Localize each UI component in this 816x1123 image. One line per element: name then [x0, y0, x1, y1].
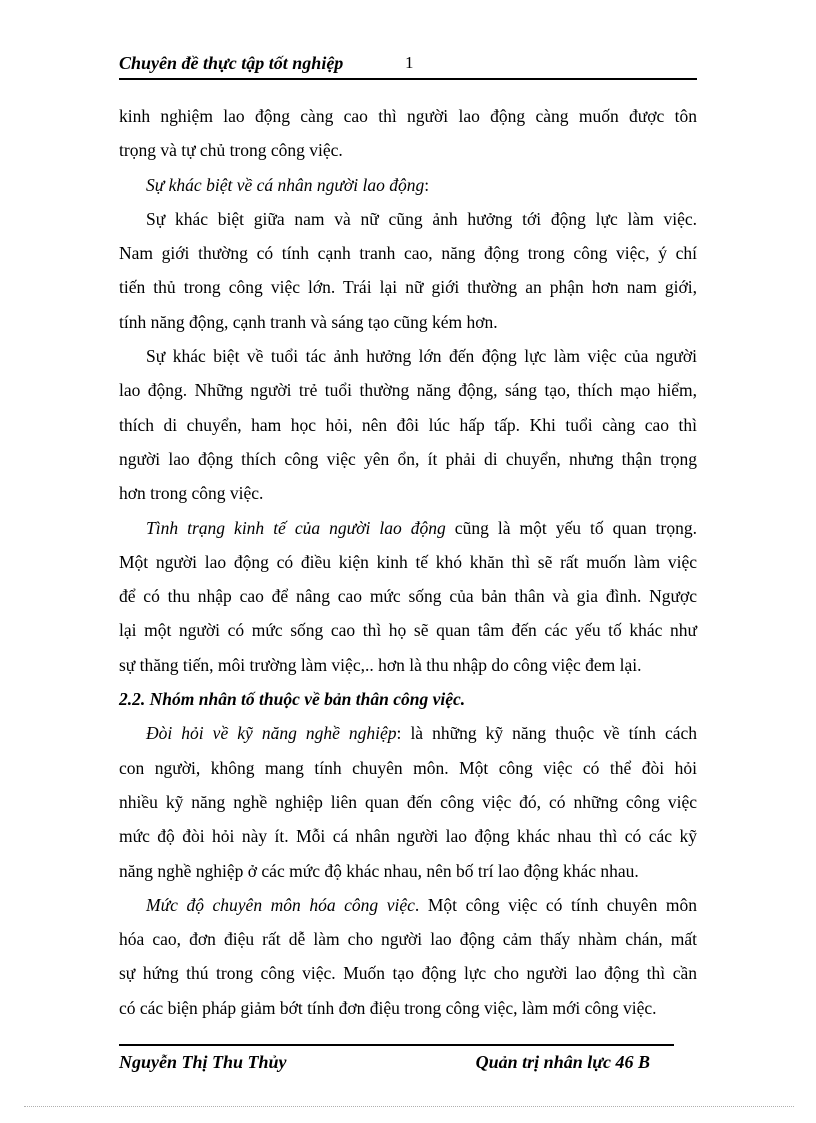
text-line: có các biện pháp giảm bớt tính đơn điệu trong công việc, làm mới công việc.	[119, 997, 657, 1018]
text-line: trọng và tự chủ trong công việc.	[119, 140, 343, 161]
text-line: để có thu nhập cao để nâng cao mức sống của bản thân và gia đình. Ngược	[119, 586, 697, 607]
text-line: tiến thủ trong công việc lớn. Trái lại nữ giới thường an phận hơn nam giới,	[119, 277, 697, 298]
italic-phrase: Tình trạng kinh tế của người lao động	[146, 517, 446, 538]
page-number: 1	[405, 53, 414, 72]
text-line: Sự khác biệt về cá nhân người lao động:	[146, 174, 430, 195]
text-line: lao động. Những người trẻ tuổi thường năng động, sáng tạo, thích mạo hiểm,	[119, 380, 697, 401]
text-line: tính năng động, cạnh tranh và sáng tạo cũng kém hơn.	[119, 311, 498, 332]
text-line	[119, 511, 697, 545]
body-text	[119, 99, 697, 1025]
italic-phrase: Mức độ chuyên môn hóa công việc	[146, 894, 415, 915]
italic-phrase: Sự khác biệt về cá nhân người lao động	[146, 174, 425, 195]
text-line: người lao động thích công việc yên ổn, ít phải di chuyển, nhưng thận trọng	[119, 448, 697, 469]
page-header	[119, 50, 697, 80]
text-fragment: : là những kỹ năng thuộc về tính cách	[396, 723, 697, 744]
text-line: Nam giới thường có tính cạnh tranh cao, năng động trong công việc, ý chí	[119, 243, 697, 264]
text-line: Sự khác biệt giữa nam và nữ cũng ảnh hưởng tới động lực làm việc.	[146, 208, 697, 229]
page-footer	[119, 1044, 674, 1072]
text-line: hóa cao, đơn điệu rất dễ làm cho người lao động cảm thấy nhàm chán, mất	[119, 929, 697, 950]
text-line: hơn trong công việc.	[119, 483, 264, 504]
text-line: thích di chuyển, ham học hỏi, nên đôi lúc hấp tấp. Khi tuổi càng cao thì	[119, 414, 697, 435]
text-line: Sự khác biệt về tuổi tác ảnh hưởng lớn đến động lực làm việc của người	[146, 346, 697, 367]
italic-phrase: Đòi hỏi về kỹ năng nghề nghiệp	[146, 723, 397, 744]
section-heading: 2.2. Nhóm nhân tố thuộc về bản thân công việc.	[119, 689, 466, 710]
text-line: mức độ đòi hỏi này ít. Mỗi cá nhân người lao động khác nhau thì có các kỹ	[119, 826, 697, 847]
text-line: sự hứng thú trong công việc. Muốn tạo động lực cho người lao động thì cần	[119, 963, 697, 984]
text-fragment: cũng là một yếu tố quan trọng.	[445, 517, 697, 538]
text-line: Một người lao động có điều kiện kinh tế khó khăn thì sẽ rất muốn làm việc	[119, 551, 697, 572]
footer-author: Nguyễn Thị Thu Thủy	[119, 1052, 287, 1072]
header-title: Chuyên đề thực tập tốt nghiệp	[119, 53, 344, 73]
text-line: nhiều kỹ năng nghề nghiệp liên quan đến công việc đó, có những công việc	[119, 791, 697, 812]
text-line	[119, 716, 697, 750]
text-fragment: . Một công việc có tính chuyên môn	[414, 894, 697, 915]
text-line	[119, 888, 697, 922]
footer-class: Quản trị nhân lực 46 B	[475, 1052, 650, 1072]
text-line: sự thăng tiến, môi trường làm việc,.. hơn là thu nhập do công việc đem lại.	[119, 654, 642, 675]
text-line: năng nghề nghiệp ở các mức độ khác nhau, nên bố trí lao động khác nhau.	[119, 860, 639, 881]
text-line: kinh nghiệm lao động càng cao thì người lao động càng muốn được tôn	[119, 106, 697, 126]
page-boundary	[24, 1106, 794, 1107]
text-line: lại một người có mức sống cao thì họ sẽ quan tâm đến các yếu tố khác như	[119, 620, 697, 641]
text-line: con người, không mang tính chuyên môn. Một công việc có thể đòi hỏi	[119, 757, 697, 778]
